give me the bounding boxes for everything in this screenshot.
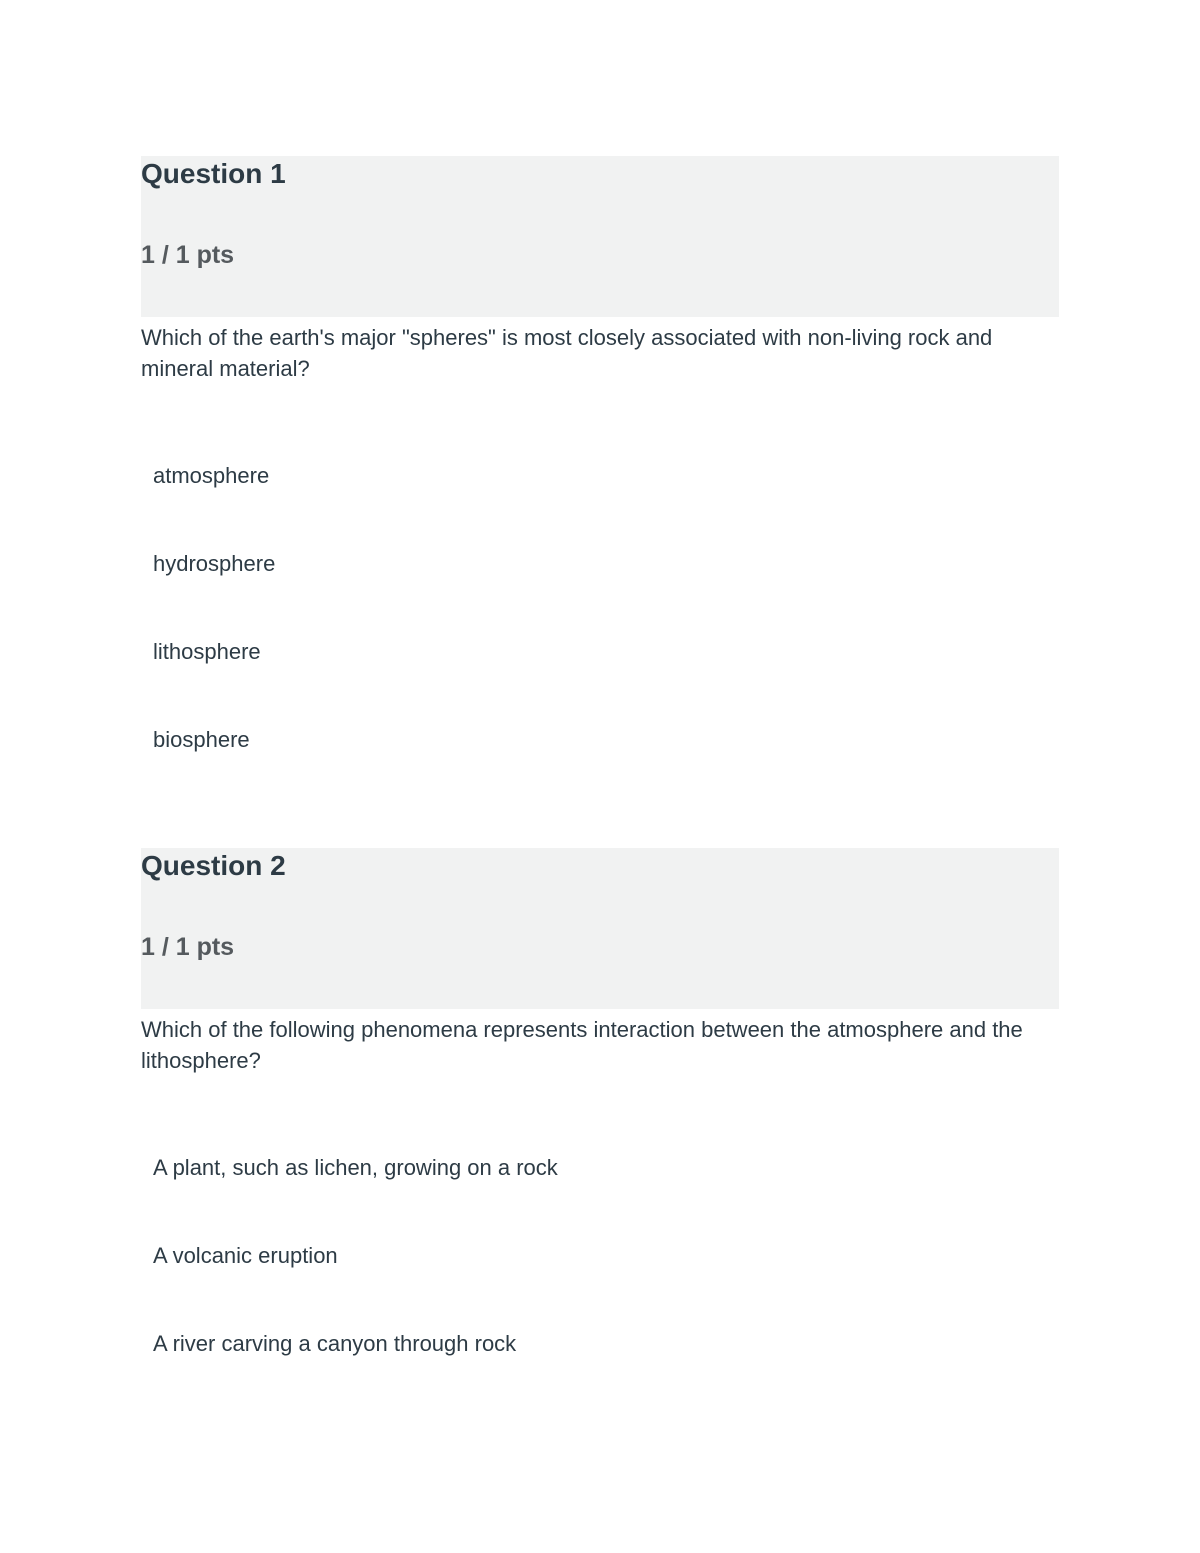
answer-option[interactable]: A river carving a canyon through rock: [153, 1331, 517, 1356]
question-text: Which of the earth's major "spheres" is most closely associated with non-living rock and mineral material?: [141, 325, 993, 381]
question-points: 1 / 1 pts: [141, 933, 235, 961]
question-title: Question 2: [141, 850, 286, 881]
question-title: Question 1: [141, 158, 286, 189]
question-points: 1 / 1 pts: [141, 241, 235, 269]
question-text: Which of the following phenomena represents interaction between the atmosphere and the lithosphere?: [141, 1017, 1023, 1073]
question-header: [141, 848, 1059, 1009]
answer-option[interactable]: A plant, such as lichen, growing on a rock: [153, 1155, 558, 1180]
answer-option[interactable]: A volcanic eruption: [153, 1243, 338, 1268]
answer-option[interactable]: biosphere: [153, 727, 250, 752]
question-header: [141, 156, 1059, 317]
question-2: [141, 848, 1059, 1417]
answer-option[interactable]: hydrosphere: [153, 551, 276, 576]
question-1: [141, 156, 1059, 813]
answer-option[interactable]: atmosphere: [153, 463, 270, 488]
answer-option[interactable]: lithosphere: [153, 639, 261, 664]
answer-list: [141, 461, 1059, 755]
answer-list: [141, 1153, 1059, 1359]
